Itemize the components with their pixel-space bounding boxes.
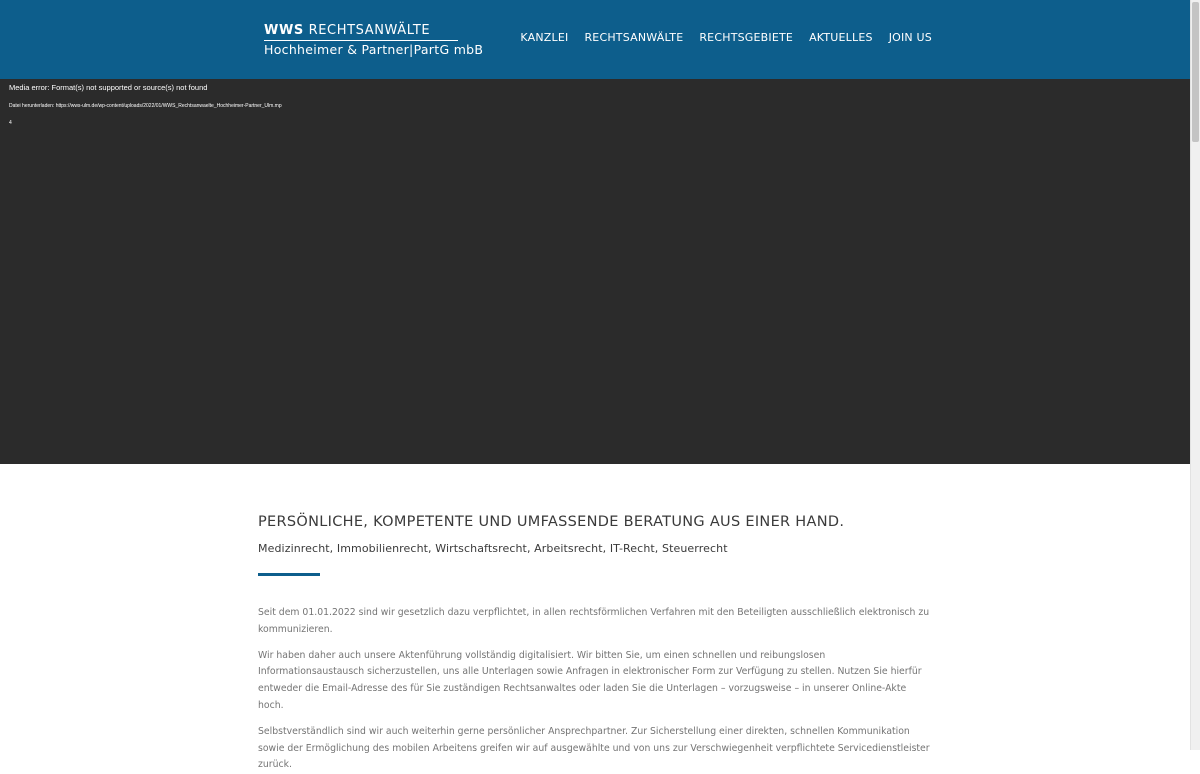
- logo-line1: [264, 23, 460, 39]
- vertical-scrollbar[interactable]: [1190, 0, 1200, 750]
- video-download-link[interactable]: Datei herunterladen: https://wws-ulm.de/wp-content/uploads/2022/01/WWS_Rechtsanwaelte_Hochheimer-Partner_Ulm.mp4: [9, 103, 282, 126]
- contact-paragraph: Selbstverständlich sind wir auch weiterhin gerne persönlicher Ansprechpartner. Zur Sicherstellung einer direkten, schnellen Kommunikation sowie der Ermöglichung des mobilen Arbeitens greifen wir auf ausgewählte und von uns zur Verschwiegenheit verpflichtete Servicedienstleister zurück.: [258, 725, 930, 771]
- digitalization-paragraph: Wir haben daher auch unsere Aktenführung vollständig digitalisiert. Wir bitten Sie, um einen schnellen und reibungslosen Informationsaustausch sicherzustellen, uns alle Unterlagen sowie Anfragen in elektronischer Form zur Verfügung zu stellen. Nutzen Sie hierfür entweder die Email-Adresse des für Sie zuständigen Rechtsanwaltes oder laden Sie die Unterlagen – vorzugsweise – in unserer Online-Akte hoch.: [258, 649, 922, 711]
- nav-item-join-us[interactable]: JOIN US: [888, 31, 932, 44]
- intro-paragraph: Seit dem 01.01.2022 sind wir gesetzlich dazu verpflichtet, in allen rechtsförmlichen Verfahren mit den Beteiligten ausschließlich elektronisch zu kommunizieren.: [258, 607, 930, 635]
- site-logo[interactable]: [264, 23, 484, 58]
- scrollbar-thumb[interactable]: [1192, 2, 1199, 142]
- logo-brand-initials: WWS: [264, 23, 304, 38]
- nav-item-kanzlei[interactable]: KANZLEI: [520, 31, 569, 44]
- main-content: [258, 513, 934, 774]
- main-nav: [520, 30, 932, 46]
- nav-item-aktuelles[interactable]: AKTUELLES: [809, 31, 873, 44]
- nav-item-rechtsanwaelte[interactable]: RECHTSANWÄLTE: [584, 31, 684, 44]
- headline-divider: [258, 573, 320, 576]
- nav-item-rechtsgebiete[interactable]: RECHTSGEBIETE: [699, 31, 794, 44]
- media-error-message: Media error: Format(s) not supported or source(s) not found: [9, 83, 208, 92]
- site-header: [0, 0, 1190, 79]
- video-player[interactable]: [0, 79, 1190, 464]
- practice-areas-subheadline: Medizinrecht, Immobilienrecht, Wirtschaftsrecht, Arbeitsrecht, IT-Recht, Steuerrecht: [258, 542, 728, 555]
- page-headline: PERSÖNLICHE, KOMPETENTE UND UMFASSENDE BERATUNG AUS EINER HAND.: [258, 514, 845, 530]
- logo-rule: [264, 40, 458, 41]
- logo-brand-title: RECHTSANWÄLTE: [308, 23, 431, 38]
- logo-line2: Hochheimer & Partner|PartG mbB: [264, 42, 484, 57]
